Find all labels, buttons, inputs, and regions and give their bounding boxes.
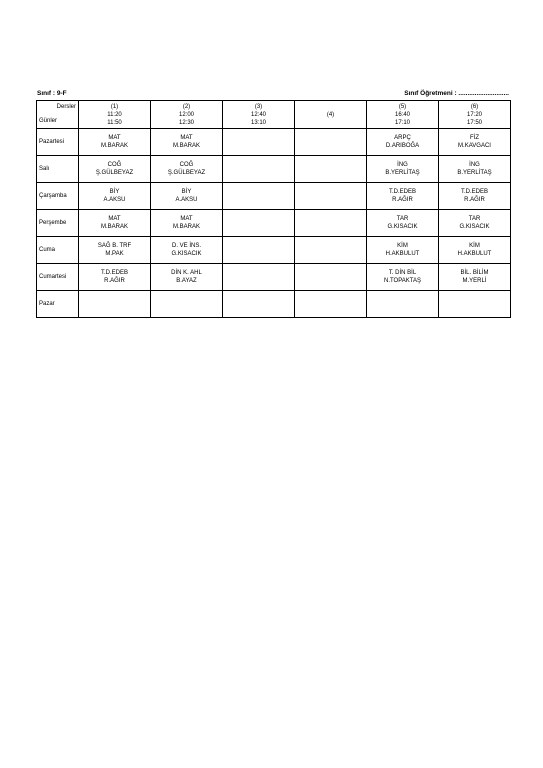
lesson-cell [151,237,223,264]
day-label: Cuma [37,237,79,264]
lesson-cell [151,210,223,237]
lesson-teacher: Ş.GÜLBEYAZ [167,170,206,176]
lesson-cell [295,291,367,318]
lesson-subject: BİY [181,189,192,195]
lesson-cell [223,237,295,264]
lesson-cell [295,183,367,210]
period-number: (6) [470,103,479,110]
lesson-subject: MAT [180,216,193,222]
period-number: (4) [326,111,335,118]
lesson-subject: T.D.EDEB [460,189,488,195]
corner-lessons-label: Dersler [56,104,76,110]
period-end: 17:50 [466,119,482,126]
lesson-teacher: M.BARAK [100,224,128,230]
lesson-teacher: G.KISACIK [171,251,202,257]
lesson-teacher: M.BARAK [172,143,200,149]
table-row [37,264,511,291]
lesson-cell [295,210,367,237]
period-header-2 [151,101,223,129]
lesson-cell [367,237,439,264]
period-end: 11:50 [107,119,122,126]
lesson-cell [367,129,439,156]
period-header-row [37,101,511,129]
lesson-subject: KİM [469,243,480,249]
lesson-subject: İNG [469,162,480,168]
lesson-teacher: H.AKBULUT [457,251,492,257]
lesson-cell [223,129,295,156]
period-start: 16:40 [394,111,410,118]
lesson-subject: DİN K. AHL [171,270,202,276]
lesson-teacher: D.ARIBOĞA [385,143,420,149]
lesson-teacher: M.BARAK [172,224,200,230]
period-number: (2) [182,103,191,110]
lesson-subject: MAT [108,216,121,222]
lesson-teacher: A.AKSU [175,197,198,203]
lesson-cell [367,291,439,318]
lesson-subject: D. VE İNS. [171,243,201,249]
period-start: 12:00 [178,111,194,118]
lesson-cell [367,210,439,237]
class-teacher-label: Sınıf Öğretmeni : ............................ [404,90,509,97]
lesson-cell [439,237,511,264]
lesson-subject: İNG [397,162,408,168]
lesson-cell [79,129,151,156]
lesson-subject: BİY [109,189,120,195]
lesson-subject: MAT [108,135,121,141]
lesson-cell [439,210,511,237]
day-label: Salı [37,156,79,183]
period-header-1 [79,101,151,129]
lesson-teacher: R.AĞIR [104,278,125,284]
lesson-teacher: M.YERLİ [462,278,487,284]
period-start: 12:40 [250,111,266,118]
day-label: Cumartesi [37,264,79,291]
lesson-cell [439,264,511,291]
lesson-cell [295,264,367,291]
period-end: 12:30 [178,119,194,126]
lesson-subject: T.D.EDEB [388,189,416,195]
period-header-5 [367,101,439,129]
lesson-teacher: M.PAK [105,251,124,257]
table-row [37,183,511,210]
lesson-teacher: Ş.GÜLBEYAZ [95,170,134,176]
lesson-subject: BİL. BİLİM [460,270,489,276]
lesson-cell [79,183,151,210]
lesson-teacher: G.KISACIK [387,224,418,230]
period-header-4 [295,101,367,129]
period-header-6 [439,101,511,129]
lesson-cell [151,183,223,210]
lesson-cell [151,264,223,291]
lesson-teacher: M.BARAK [100,143,128,149]
lesson-cell [79,264,151,291]
lesson-cell [223,156,295,183]
lesson-cell [223,183,295,210]
document-header [37,90,509,100]
lesson-teacher: B.YERLİTAŞ [385,170,420,176]
lesson-teacher: H.AKBULUT [385,251,420,257]
lesson-cell [295,156,367,183]
corner-days-label: Günler [39,118,58,124]
lesson-cell [439,291,511,318]
schedule-table [36,100,511,318]
day-label: Perşembe [37,210,79,237]
lesson-cell [223,291,295,318]
lesson-cell [439,183,511,210]
lesson-subject: MAT [180,135,193,141]
lesson-cell [367,264,439,291]
lesson-teacher: B.YERLİTAŞ [457,170,492,176]
lesson-cell [439,156,511,183]
lesson-cell [79,291,151,318]
lesson-teacher: B.AYAZ [176,278,197,284]
lesson-cell [295,237,367,264]
period-number: (5) [398,103,407,110]
lesson-subject: COĞ [107,162,122,168]
table-row [37,291,511,318]
day-label: Çarşamba [37,183,79,210]
lesson-subject: SAĞ B. TRF [97,243,132,249]
lesson-cell [79,237,151,264]
lesson-cell [151,129,223,156]
lesson-cell [367,156,439,183]
lesson-cell [79,210,151,237]
lesson-subject: T. DİN BİL [388,270,417,276]
lesson-cell [151,291,223,318]
lesson-cell [295,129,367,156]
lesson-teacher: M.KAVGACI [458,143,491,149]
period-start: 11:20 [107,111,122,118]
corner-cell [37,101,79,129]
lesson-teacher: R.AĞIR [464,197,485,203]
lesson-subject: COĞ [179,162,194,168]
lesson-teacher: G.KISACIK [459,224,490,230]
period-number: (1) [110,103,119,110]
lesson-teacher: R.AĞIR [392,197,413,203]
lesson-teacher: A.AKSU [103,197,126,203]
day-label: Pazar [37,291,79,318]
class-label: Sınıf : 9-F [37,90,67,97]
table-row [37,210,511,237]
lesson-cell [439,129,511,156]
lesson-subject: TAR [396,216,409,222]
lesson-subject: TAR [468,216,481,222]
lesson-cell [151,156,223,183]
lesson-cell [223,210,295,237]
lesson-subject: KİM [397,243,408,249]
lesson-subject: T.D.EDEB [100,270,128,276]
table-row [37,129,511,156]
lesson-subject: ARPÇ [394,135,411,141]
table-row [37,156,511,183]
day-label: Pazartesi [37,129,79,156]
period-end: 13:10 [250,119,266,126]
lesson-cell [223,264,295,291]
table-row [37,237,511,264]
period-end: 17:10 [394,119,410,126]
period-header-3 [223,101,295,129]
period-number: (3) [254,103,263,110]
lesson-cell [367,183,439,210]
lesson-teacher: N.TOPAKTAŞ [383,278,421,284]
lesson-cell [79,156,151,183]
lesson-subject: FİZ [470,135,479,141]
period-start: 17:20 [466,111,482,118]
